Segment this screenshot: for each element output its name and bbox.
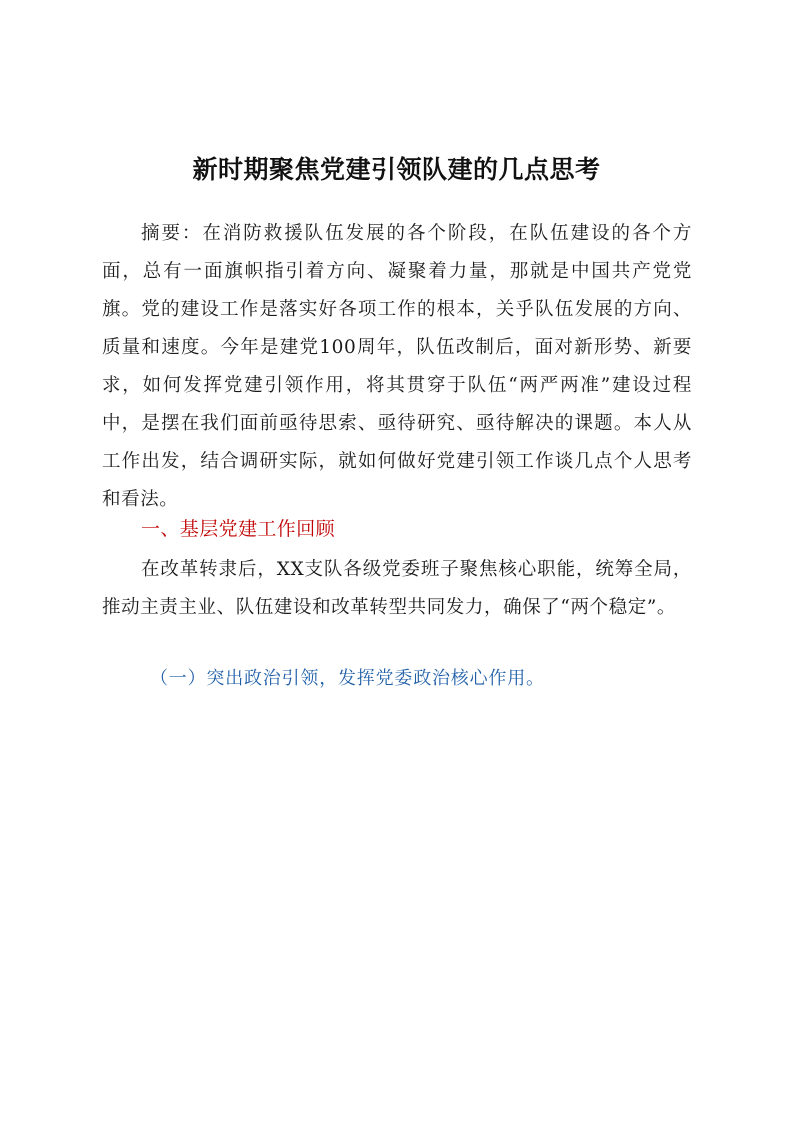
section-heading-1: 一、基层党建工作回顾 [141, 518, 336, 540]
subsection-heading-1: （一）突出政治引领，发挥党委政治核心作用。 [150, 668, 545, 689]
abstract-paragraph: 摘要：在消防救援队伍发展的各个阶段，在队伍建设的各个方面，总有一面旗帜指引着方向、凝聚着力量，那就是中国共产党党旗。党的建设工作是落实好各项工作的根本，关乎队伍发展的方向、质量和速度。今年是建党100周年，队伍改制后，面对新形势、新要求，如何发挥党建引领作用，将其贯穿于队伍“两严两准”建设过程中，是摆在我们面前亟待思索、亟待研究、亟待解决的课题。本人从工作出发，结合调研实际，就如何做好党建引领工作谈几点个人思考和看法。 [102, 223, 692, 510]
section-1-paragraph: 在改革转隶后，XX支队各级党委班子聚焦核心职能，统筹全局，推动主责主业、队伍建设和改革转型共同发力，确保了“两个稳定”。 [102, 559, 692, 618]
document-title: 新时期聚焦党建引领队建的几点思考 [192, 155, 601, 184]
